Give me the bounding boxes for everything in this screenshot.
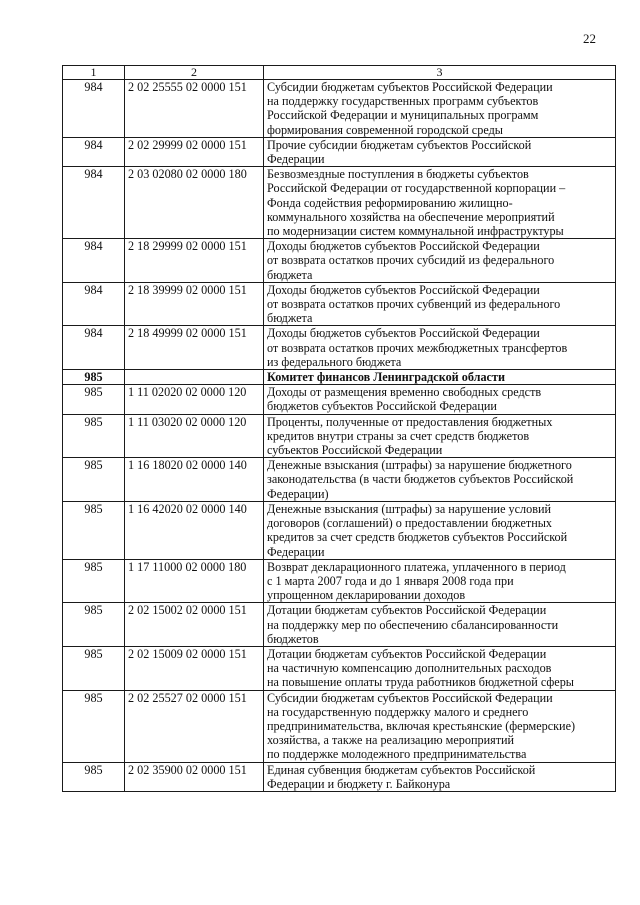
table-row <box>63 167 616 239</box>
admin-code-cell: 985 <box>63 458 125 502</box>
budget-code-cell: 2 02 29999 02 0000 151 <box>125 137 264 166</box>
admin-code-cell: 985 <box>63 385 125 414</box>
revenue-name-cell: Дотации бюджетам субъектов Российской Федерации на частичную компенсацию дополнительных расходов на повышение оплаты труда работников бюджетной сферы <box>264 646 616 690</box>
budget-revenue-table <box>62 65 616 792</box>
admin-code-cell: 985 <box>63 690 125 762</box>
table-row <box>63 80 616 138</box>
table-row <box>63 326 616 370</box>
page-number: 22 <box>583 31 596 46</box>
budget-code-cell: 1 11 02020 02 0000 120 <box>125 385 264 414</box>
revenue-name-cell: Доходы бюджетов субъектов Российской Федерации от возврата остатков прочих субвенций из федерального бюджета <box>264 282 616 326</box>
admin-code-cell: 985 <box>63 762 125 791</box>
column-header-1: 1 <box>63 66 125 80</box>
table-row <box>63 690 616 762</box>
admin-code-cell: 985 <box>63 646 125 690</box>
table-row <box>63 603 616 647</box>
admin-code-cell: 985 <box>63 603 125 647</box>
revenue-name-cell: Денежные взыскания (штрафы) за нарушение бюджетного законодательства (в части бюджетов субъектов Российской Федерации) <box>264 458 616 502</box>
budget-code-cell: 2 18 49999 02 0000 151 <box>125 326 264 370</box>
budget-code-cell: 2 02 25527 02 0000 151 <box>125 690 264 762</box>
revenue-name-cell: Безвозмездные поступления в бюджеты субъектов Российской Федерации от государственной корпорации – Фонда содействия реформированию жилищно- коммунального хозяйства на обеспечение мероприятий по модернизации систем коммунальной инфраструктуры <box>264 167 616 239</box>
table-row <box>63 239 616 283</box>
budget-code-cell <box>125 370 264 385</box>
admin-code-cell: 984 <box>63 80 125 138</box>
admin-code-cell: 985 <box>63 559 125 603</box>
revenue-name-cell: Возврат декларационного платежа, уплаченного в период с 1 марта 2007 года и до 1 января 2008 года при упрощенном декларировании доходов <box>264 559 616 603</box>
table-row <box>63 762 616 791</box>
table-row <box>63 370 616 385</box>
table-row <box>63 282 616 326</box>
revenue-name-cell: Субсидии бюджетам субъектов Российской Федерации на государственную поддержку малого и среднего предпринимательства, включая крестьянские (фермерские) хозяйства, а также на реализацию мероприятий по поддержке молодежного предпринимательства <box>264 690 616 762</box>
budget-code-cell: 1 17 11000 02 0000 180 <box>125 559 264 603</box>
table-row <box>63 559 616 603</box>
budget-code-cell: 1 16 18020 02 0000 140 <box>125 458 264 502</box>
budget-code-cell: 1 11 03020 02 0000 120 <box>125 414 264 458</box>
revenue-name-cell: Комитет финансов Ленинградской области <box>264 370 616 385</box>
table-header-row <box>63 66 616 80</box>
budget-code-cell: 2 18 29999 02 0000 151 <box>125 239 264 283</box>
revenue-name-cell: Доходы от размещения временно свободных средств бюджетов субъектов Российской Федерации <box>264 385 616 414</box>
budget-code-cell: 2 18 39999 02 0000 151 <box>125 282 264 326</box>
admin-code-cell: 985 <box>63 501 125 559</box>
table-row <box>63 646 616 690</box>
admin-code-cell: 984 <box>63 167 125 239</box>
column-header-3: 3 <box>264 66 616 80</box>
admin-code-cell: 985 <box>63 414 125 458</box>
admin-code-cell: 984 <box>63 239 125 283</box>
revenue-name-cell: Единая субвенция бюджетам субъектов Российской Федерации и бюджету г. Байконура <box>264 762 616 791</box>
admin-code-cell: 985 <box>63 370 125 385</box>
budget-code-cell: 2 03 02080 02 0000 180 <box>125 167 264 239</box>
budget-code-cell: 1 16 42020 02 0000 140 <box>125 501 264 559</box>
table-row <box>63 414 616 458</box>
column-header-2: 2 <box>125 66 264 80</box>
revenue-name-cell: Доходы бюджетов субъектов Российской Федерации от возврата остатков прочих межбюджетных трансфертов из федерального бюджета <box>264 326 616 370</box>
admin-code-cell: 984 <box>63 137 125 166</box>
revenue-name-cell: Субсидии бюджетам субъектов Российской Федерации на поддержку государственных программ субъектов Российской Федерации и муниципальных программ формирования современной городской среды <box>264 80 616 138</box>
budget-code-cell: 2 02 15009 02 0000 151 <box>125 646 264 690</box>
budget-code-cell: 2 02 25555 02 0000 151 <box>125 80 264 138</box>
table-row <box>63 501 616 559</box>
budget-code-cell: 2 02 35900 02 0000 151 <box>125 762 264 791</box>
table-body <box>63 80 616 792</box>
admin-code-cell: 984 <box>63 282 125 326</box>
table-row <box>63 385 616 414</box>
revenue-name-cell: Прочие субсидии бюджетам субъектов Российской Федерации <box>264 137 616 166</box>
revenue-name-cell: Проценты, полученные от предоставления бюджетных кредитов внутри страны за счет средств бюджетов субъектов Российской Федерации <box>264 414 616 458</box>
table-row <box>63 137 616 166</box>
revenue-name-cell: Дотации бюджетам субъектов Российской Федерации на поддержку мер по обеспечению сбалансированности бюджетов <box>264 603 616 647</box>
admin-code-cell: 984 <box>63 326 125 370</box>
revenue-name-cell: Доходы бюджетов субъектов Российской Федерации от возврата остатков прочих субсидий из федерального бюджета <box>264 239 616 283</box>
table-row <box>63 458 616 502</box>
revenue-name-cell: Денежные взыскания (штрафы) за нарушение условий договоров (соглашений) о предоставлении бюджетных кредитов за счет средств бюджетов субъектов Российской Федерации <box>264 501 616 559</box>
budget-code-cell: 2 02 15002 02 0000 151 <box>125 603 264 647</box>
